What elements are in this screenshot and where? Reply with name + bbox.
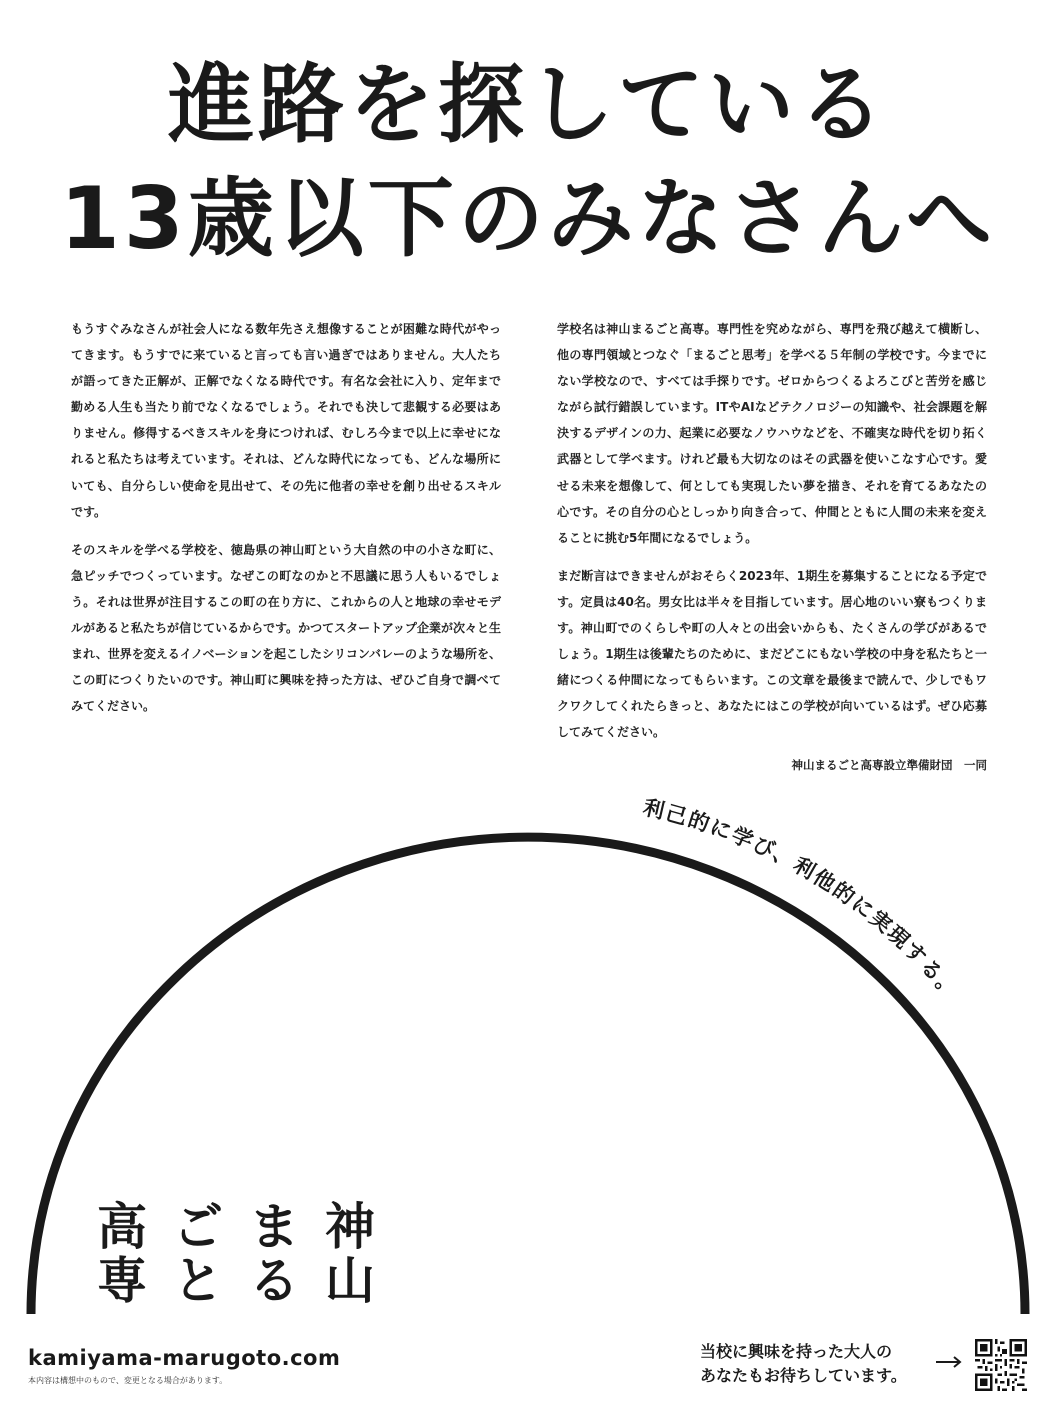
adult-invitation [700, 1340, 940, 1388]
cta-line-2: あなたもお待ちしています。 [700, 1366, 907, 1385]
headline-line-2: 13歳以下のみなさんへ [60, 169, 996, 269]
website-url[interactable]: kamiyama-marugoto.com [28, 1346, 341, 1370]
logo-column [324, 1200, 376, 1308]
body-paragraph: そのスキルを学べる学校を、徳島県の神山町という大自然の中の小さな町に、急ピッチでつくっています。なぜこの町なのかと不思議に思う人もいるでしょう。それは世界が注目するこの町の在り方に、これからの人と地球の幸せモデルがあると私たちが信じているからです。かつてスタートアップ企業が次々と生まれ、世界を変えるイノベーションを起こしたシリコンバレーのような場所を、この町につくりたいのです。神山町に興味を持った方は、ぜひご自身で調べてみてください。 [71, 542, 501, 714]
logo-char: 神 [325, 1198, 375, 1256]
arc-slogan [641, 795, 964, 1004]
headline-line-1: 進路を探している [168, 55, 888, 155]
logo-char: ご [173, 1198, 223, 1256]
qr-code-icon[interactable] [975, 1339, 1027, 1391]
body-paragraph: 学校名は神山まるごと高専。専門性を究めながら、専門を飛び越えて横断し、他の専門領域とつなぐ「まるごと思考」を学べる５年制の学校です。今までにない学校なので、すべては手探りです。ゼロからつくるよろこびと苦労を感じながら試行錯誤しています。ITやAIなどテクノロジーの知識や、社会課題を解決するデザインの力、起業に必要なノウハウなどを、不確実な時代を切り拓く武器として学べます。けれど最も大切なのはその武器を使いこなす心です。愛せる未来を想像して、何としても実現したい夢を描き、それを育てるあなたの心です。その自分の心としっかり向き合って、仲間とともに人間の未来を変えることに挑む5年間になるでしょう。 [557, 322, 987, 545]
logo-char: と [173, 1252, 223, 1310]
signature: 神山まるごと高専設立準備財団 一同 [791, 757, 987, 772]
logo-char: ま [249, 1198, 299, 1256]
arc-slogan-path: 利己的に学び、利他的に実現する。 [640, 795, 964, 1005]
disclaimer: 本内容は構想中のもので、変更となる場合があります。 [28, 1376, 228, 1385]
arrow-right-icon [936, 1356, 962, 1368]
logo-char: 専 [97, 1252, 147, 1310]
logo-column [96, 1200, 148, 1308]
body-paragraph: もうすぐみなさんが社会人になる数年先さえ想像することが困難な時代がやってきます。もうすでに来ていると言っても言い過ぎではありません。大人たちが語ってきた正解が、正解でなくなる時代です。有名な会社に入り、定年まで勤める人生も当たり前でなくなるでしょう。それでも決して悲観する必要はありません。修得するべきスキルを身につければ、むしろ今まで以上に幸せになれると私たちは考えています。それは、どんな時代になっても、どんな場所にいても、自分らしい使命を見出せて、その先に他者の幸せを創り出せるスキルです。 [71, 322, 501, 519]
logo-column [248, 1200, 300, 1308]
logo-column [172, 1200, 224, 1308]
logo-char: る [249, 1252, 299, 1310]
school-logo [96, 1200, 376, 1308]
logo-char: 高 [97, 1198, 147, 1256]
body-paragraph: まだ断言はできませんがおそらく2023年、1期生を募集することになる予定です。定員は40名。男女比は半々を目指しています。居心地のいい寮もつくります。神山町でのくらしや町の人々との出会いからも、たくさんの学びがあるでしょう。1期生は後輩たちのために、まだどこにもない学校の中身を私たちと一緒につくる仲間になってもらいます。この文章を最後まで読んで、少しでもワクワクしてくれたらきっと、あなたにはこの学校が向いているはず。ぜひ応募してみてください。 [557, 568, 987, 740]
logo-char: 山 [325, 1252, 375, 1310]
cta-line-1: 当校に興味を持った大人の [700, 1342, 893, 1361]
